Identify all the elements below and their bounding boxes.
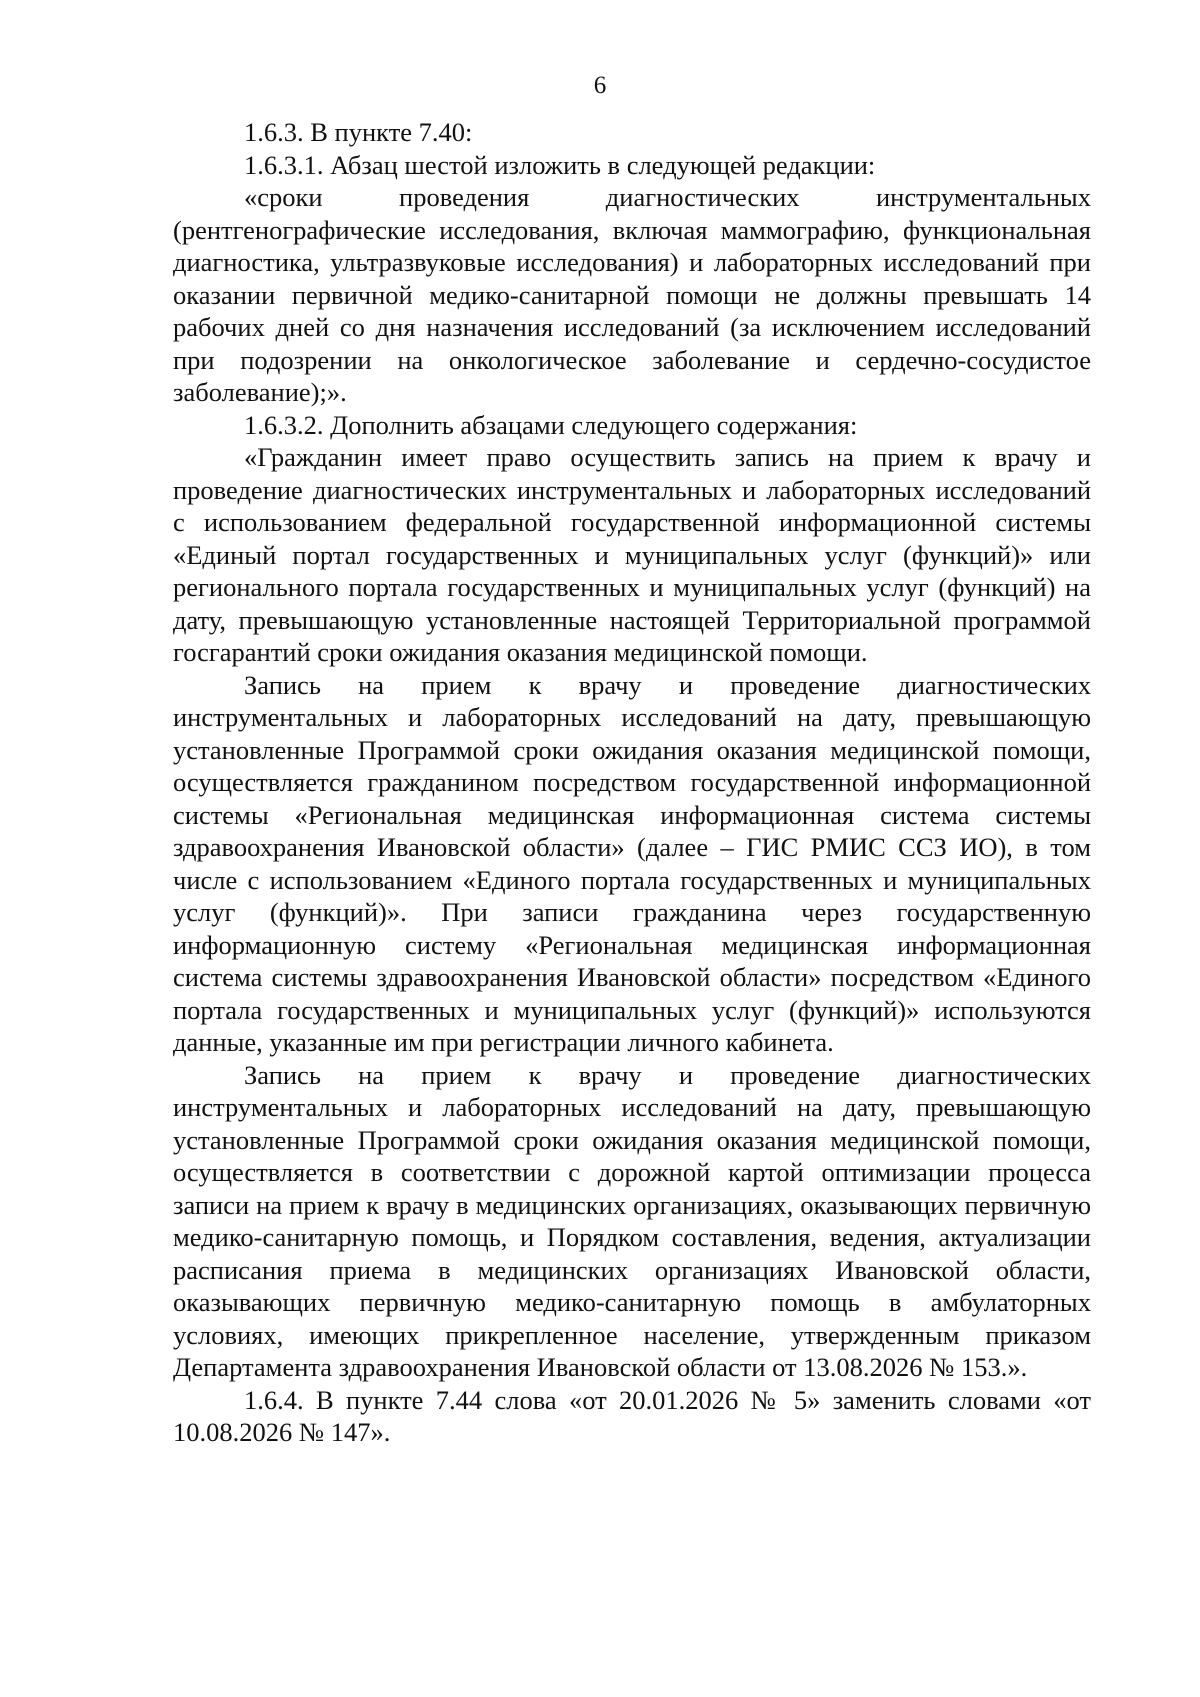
paragraph-citizen-right: «Гражданин имеет право осуществить запись на прием к врачу и проведение диагностических инструментальных и лабораторных исследований с использованием федеральной государственной информационной системы «Единый портал государственных и муниципальных услуг (функций)» или регионального портала государственных и муниципальных услуг (функций) на дату, превышающую установленные настоящей Территориальной программой госгарантий сроки ожидания оказания медицинской помощи.: [173, 442, 1091, 667]
paragraph-1-6-3-2: 1.6.3.2. Дополнить абзацами следующего содержания:: [244, 409, 858, 440]
paragraph-quoted-deadlines: «сроки проведения диагностических инструментальных (рентгенографические исследования, включая маммографию, функциональная диагностика, ультразвуковые исследования) и лабораторных исследований при оказании первичной медико-санитарной помощи не должны превышать 14 рабочих дней со дня назначения исследований (за исключением исследований при подозрении на онкологическое заболевание и сердечно-сосудистое заболевание);».: [173, 182, 1091, 407]
page-number: 6: [593, 72, 607, 99]
paragraph-1-6-3-1: 1.6.3.1. Абзац шестой изложить в следующей редакции:: [244, 149, 876, 180]
paragraph-1-6-3: 1.6.3. В пункте 7.40:: [244, 117, 473, 147]
paragraph-appointment-roadmap: Запись на прием к врачу и проведение диагностических инструментальных и лабораторных исследований на дату, превышающую установленные Программой сроки ожидания оказания медицинской помощи, осуществляется в соответствии с дорожной картой оптимизации процесса записи на прием к врачу в медицинских организациях, оказывающих первичную медико-санитарную помощь, и Порядком составления, ведения, актуализации расписания приема в медицинских организациях Ивановской области, оказывающих первичную медико-санитарную помощь в амбулаторных условиях, имеющих прикрепленное население, утвержденным приказом Департамента здравоохранения Ивановской области от 13.08.2026 № 153.».: [173, 1059, 1091, 1382]
paragraph-appointment-gis: Запись на прием к врачу и проведение диагностических инструментальных и лабораторных исследований на дату, превышающую установленные Программой сроки ожидания оказания медицинской помощи, осуществляется гражданином посредством государственной информационной системы «Региональная медицинская информационная система системы здравоохранения Ивановской области» (далее – ГИС РМИС ССЗ ИО), в том числе с использованием «Единого портала государственных и муниципальных услуг (функций)». При записи гражданина через государственную информационную систему «Региональная медицинская информационная система системы здравоохранения Ивановской области» посредством «Единого портала государственных и муниципальных услуг (функций)» используются данные, указанные им при регистрации личного кабинета.: [173, 669, 1091, 1057]
document-body: [173, 116, 1091, 1449]
paragraph-1-6-4: 1.6.4. В пункте 7.44 слова «от 20.01.2026 № 5» заменить словами «от 10.08.2026 № 147».: [173, 1384, 1091, 1447]
